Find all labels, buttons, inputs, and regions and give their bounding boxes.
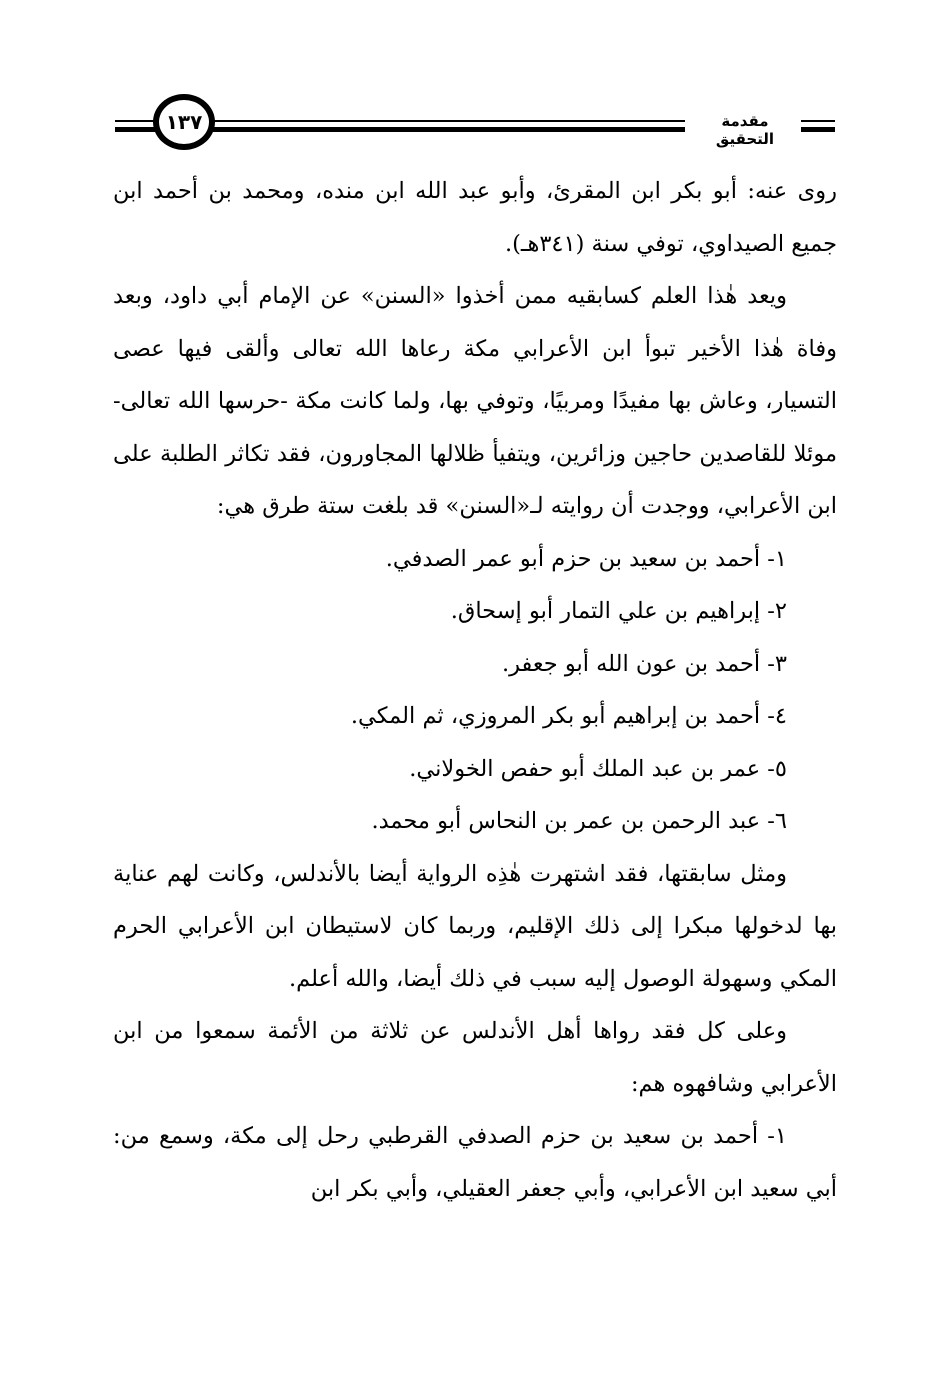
list-item: ٢- إبراهيم بن علي التمار أبو إسحاق.: [450, 598, 787, 624]
header-rule: [801, 127, 835, 132]
running-title: مقدمة التحقيق: [715, 112, 775, 148]
page-number: ١٣٧: [153, 94, 215, 150]
list-item: ٤- أحمد بن إبراهيم أبو بكر المروزي، ثم المكي.: [350, 703, 787, 729]
list-item: ٣- أحمد بن عون الله أبو جعفر.: [501, 650, 787, 677]
header-rule: [213, 120, 685, 122]
header-rule: [801, 120, 835, 122]
paragraph: ١- أحمد بن سعيد بن حزم الصدفي القرطبي رحل إلى مكة، وسمع من: أبي سعيد ابن الأعرابي، وأبي جعفر العقيلي، وأبي بكر ابن: [113, 1123, 837, 1202]
paragraph: وعلى كل فقد رواها أهل الأندلس عن ثلاثة من الأئمة سمعوا من ابن الأعرابي وشافهوه هم:: [113, 1018, 837, 1097]
header-rule: [213, 127, 685, 132]
paragraph: روى عنه: أبو بكر ابن المقرئ، وأبو عبد الله ابن منده، ومحمد بن أحمد ابن جميع الصيداوي، توفي سنة (٣٤١هـ).: [113, 178, 837, 257]
header-rule: [115, 120, 155, 122]
narrators-list: [113, 533, 837, 848]
list-item: ١- أحمد بن سعيد بن حزم أبو عمر الصدفي.: [385, 545, 787, 572]
paragraph: ويعد هٰذا العلم كسابقيه ممن أخذوا «السنن» عن الإمام أبي داود، وبعد وفاة هٰذا الأخير تبوأ ابن الأعرابي مكة رعاها الله تعالى وألقى فيها عصى التسيار، وعاش بها مفيدًا ومربيًا، وتوفي بها، ولما كانت مكة -حرسها الله تعالى- موئلا للقاصدين حاجين وزائرين، ويتفيأ ظلالها المجاورون، فقد تكاثر الطلبة على ابن الأعرابي، ووجدت أن روايته لـ«السنن» قد بلغت ستة طرق هي:: [113, 283, 837, 519]
body-text: [113, 165, 837, 1215]
paragraph: ومثل سابقتها، فقد اشتهرت هٰذِه الرواية أيضا بالأندلس، وكانت لهم عناية بها لدخولها مبكرا إلى ذلك الإقليم، وربما كان لاستيطان ابن الأعرابي الحرم المكي وسهولة الوصول إليه سبب في ذلك أيضا، والله أعلم.: [113, 860, 837, 992]
page-header: [115, 92, 835, 158]
list-item: ٦- عبد الرحمن بن عمر بن النحاس أبو محمد.: [371, 808, 787, 834]
list-item: ٥- عمر بن عبد الملك أبو حفص الخولاني.: [409, 755, 787, 782]
header-rule: [115, 127, 155, 132]
